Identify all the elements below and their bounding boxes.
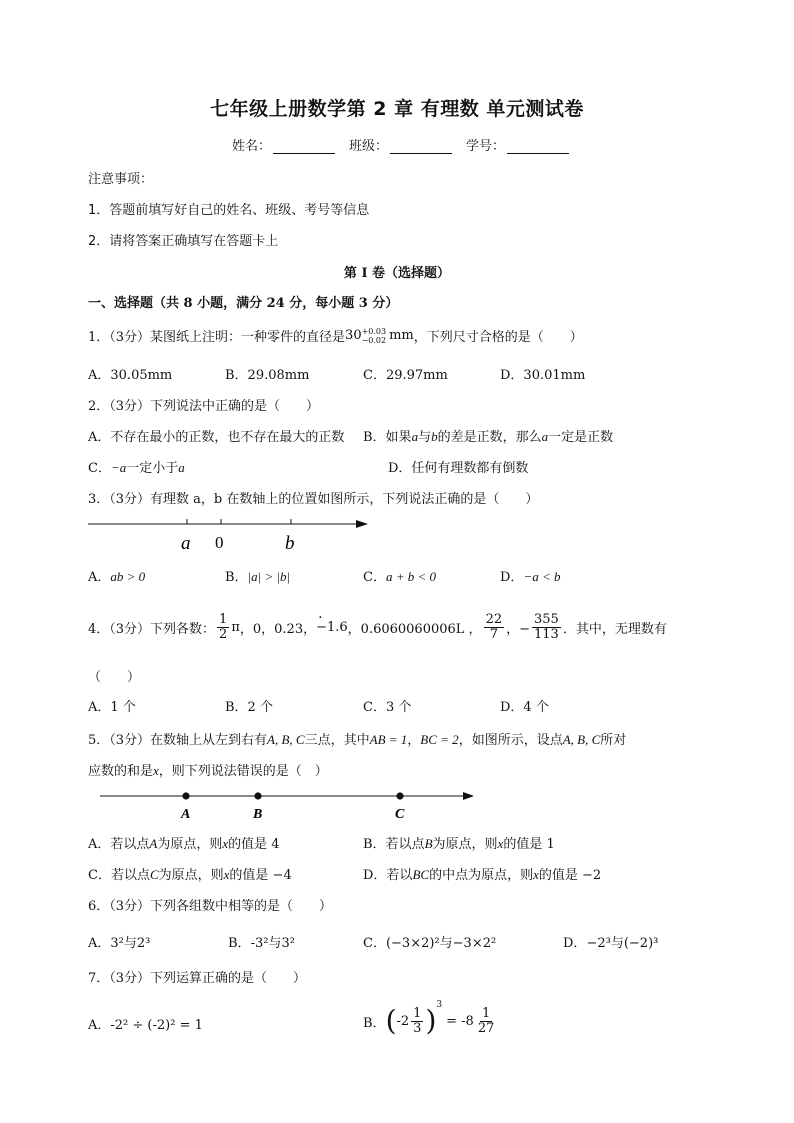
q5d-t1: D．若以: [363, 868, 413, 883]
q1-tolerance: [362, 327, 387, 345]
q5c-t2: 为原点，则: [158, 868, 224, 883]
q5-label-c: C: [395, 807, 405, 822]
q6d-expr1: −2³: [586, 936, 611, 951]
question-5-line-2: [88, 760, 328, 779]
q1-unit: mm: [389, 328, 414, 343]
q5-label-a: A: [181, 807, 191, 822]
q5c-point: C: [149, 867, 159, 882]
q5-point-c: [396, 792, 403, 799]
q1-base: 30: [345, 328, 362, 343]
q5-points: A, B, C: [267, 732, 305, 747]
q5-text-1: 5．（3分）在数轴上从左到右有: [88, 733, 268, 748]
q3-option-c[interactable]: [363, 566, 436, 585]
q2-option-b[interactable]: [363, 426, 613, 445]
q5-text-5: 应数的和是: [88, 764, 154, 779]
q5c-t3: 的值是 −4: [229, 868, 292, 883]
q2b-text-1: B．如果: [363, 430, 412, 445]
q5-point-b: [254, 792, 261, 799]
q2-option-d[interactable]: D．任何有理数都有倒数: [388, 461, 529, 476]
q1-lower: −0.02: [361, 335, 387, 345]
part-title: 一、选择题（共 8 小题，满分 24 分，每小题 3 分）: [88, 296, 399, 311]
q6b-sep: 与: [268, 936, 282, 951]
q6d-expr2: (−2)³: [623, 936, 659, 951]
q3a-expr: ab > 0: [110, 569, 146, 584]
page-title: 七年级上册数学第 2 章 有理数 单元测试卷: [210, 98, 584, 120]
q1-prefix: 1．（3分）某图纸上注明：一种零件的直径是: [88, 330, 346, 345]
q2c-text: 一定小于: [126, 461, 179, 476]
id-blank[interactable]: [507, 141, 569, 154]
q3-number-line: [88, 512, 378, 554]
q3a-label: A．: [88, 570, 111, 585]
q5-text-6: ，则下列说法错误的是（ ）: [158, 764, 328, 779]
q4-fraction-22-7: [484, 613, 505, 641]
q5a-t1: A．若以点: [88, 837, 150, 852]
q5-points-2: A, B, C: [562, 732, 601, 747]
note-item-1: 1．答题前填写好自己的姓名、班级、考号等信息: [88, 203, 370, 218]
name-label: 姓名：: [232, 139, 272, 154]
q4-repeating-decimal: −1.6 ·: [316, 620, 348, 635]
q6b-expr2: 3²: [281, 936, 295, 951]
q5-option-d[interactable]: [363, 864, 601, 883]
q5-label-b: B: [253, 807, 263, 822]
q2c-label: C．: [88, 461, 111, 476]
q5c-t1: C．若以点: [88, 868, 150, 883]
q6a-sep: 与: [123, 936, 137, 951]
q7b-rhs-den: 27: [477, 1020, 495, 1036]
q2-option-a[interactable]: A．不存在最小的正数，也不存在最大的正数: [88, 430, 345, 445]
q6d-sep: 与: [610, 936, 624, 951]
q7b-left-paren: (: [385, 1004, 397, 1037]
q1-option-c[interactable]: C．29.97mm: [363, 368, 448, 383]
note-item-2: 2．请将答案正确填写在答题卡上: [88, 234, 279, 249]
q2b-text-4: 一定是正数: [548, 430, 614, 445]
q6c-expr2: −3×2²: [452, 936, 497, 951]
q3-label-b: b: [285, 533, 295, 554]
q6a-expr2: 2³: [136, 936, 151, 951]
q7b-exponent: 3: [436, 1000, 443, 1010]
q6d-label: D．: [563, 936, 587, 951]
q5b-t2: 为原点，则: [432, 837, 498, 852]
q3b-label: B．: [225, 570, 248, 585]
q4-suffix: ．其中，无理数有: [562, 621, 667, 637]
q2c-var-a: a: [178, 460, 185, 475]
q4-frac3-den: 113: [534, 626, 559, 642]
q1-option-b[interactable]: B．29.08mm: [225, 368, 310, 383]
q4-option-d[interactable]: D．4 个: [500, 700, 549, 715]
q3c-label: C．: [363, 570, 386, 585]
question-6-stem: 6．（3分）下列各组数中相等的是（ ）: [88, 899, 333, 914]
question-3-stem: 3．（3分）有理数 a，b 在数轴上的位置如图所示，下列说法正确的是（ ）: [88, 492, 539, 507]
q1-suffix: ，下列尺寸合格的是（ ）: [413, 330, 583, 345]
q2b-var-b: b: [431, 429, 438, 444]
question-4-stem: [88, 606, 667, 648]
q6c-expr1: (−3×2)²: [385, 936, 440, 951]
q3d-expr: −a < b: [523, 569, 561, 584]
q5d-t3: 的值是 −2: [538, 868, 602, 883]
class-label: 班级：: [349, 139, 389, 154]
q4-frac3-num: 355: [534, 611, 559, 627]
q3-axis-arrow: [356, 520, 368, 528]
q7b-rhs-fraction: [476, 1007, 497, 1035]
q5d-seg: BC: [412, 867, 430, 882]
q5a-x: x: [222, 836, 229, 851]
q5d-t2: 的中点为原点，则: [429, 868, 534, 883]
q6a-expr1: 3²: [110, 936, 124, 951]
question-1-stem: [88, 326, 583, 345]
q2-option-c[interactable]: [88, 457, 185, 476]
notes-heading: 注意事项：: [88, 172, 154, 187]
q4-minus: ，−: [506, 621, 531, 637]
q5-bc: BC = 2: [420, 732, 459, 747]
q2c-neg-a: −a: [110, 460, 127, 475]
q4-option-c[interactable]: C．3 个: [363, 700, 412, 715]
q3d-label: D．: [500, 570, 524, 585]
q6-option-a[interactable]: [88, 932, 150, 951]
q2b-text-2: 与: [418, 430, 432, 445]
q6c-sep: 与: [439, 936, 453, 951]
q4-fraction-355-113: [532, 613, 561, 641]
q3-label-a: a: [181, 533, 191, 554]
q7b-rhs-num: 1: [481, 1005, 491, 1021]
question-2-stem: 2．（3分）下列说法中正确的是（ ）: [88, 399, 320, 414]
q5d-x: x: [533, 867, 539, 882]
q5a-point: A: [149, 836, 158, 851]
q5-option-a[interactable]: [88, 833, 280, 852]
q4-part2: ，0，0.23，: [239, 621, 317, 637]
question-7-stem: 7．（3分）下列运算正确的是（ ）: [88, 971, 307, 986]
q3c-expr: a + b < 0: [385, 569, 436, 584]
q7b-lhs: -2: [396, 1013, 410, 1029]
q4-prefix: 4．（3分）下列各数：: [88, 621, 216, 637]
q5-option-b[interactable]: [363, 833, 555, 852]
q1-upper: +0.03: [361, 326, 387, 336]
q7b-fraction: [411, 1007, 423, 1035]
q6-option-b[interactable]: [228, 932, 295, 951]
q5a-t2: 为原点，则: [157, 837, 223, 852]
q7b-right-paren: ): [425, 1004, 437, 1037]
q3-option-b[interactable]: [225, 566, 290, 585]
q3-label-0: 0: [215, 533, 224, 552]
question-5-line-1: [88, 729, 626, 748]
q4-frac1-num: 1: [219, 611, 228, 627]
q2b-var-a: a: [411, 429, 419, 444]
q5-var-x: x: [153, 763, 159, 778]
q5b-t1: B．若以点: [363, 837, 425, 852]
q4-frac1-den: 2: [219, 626, 228, 642]
q5-text-2: 三点，其中: [304, 733, 370, 748]
q5-text-3: ，如图所示，设点: [458, 733, 563, 748]
q6-option-d[interactable]: [563, 932, 658, 951]
q4-option-a[interactable]: A．1 个: [88, 700, 136, 715]
q5-axis-arrow: [463, 792, 474, 800]
q7-option-b[interactable]: [363, 998, 498, 1044]
q3-option-a[interactable]: [88, 566, 145, 585]
q5-option-c[interactable]: [88, 864, 292, 883]
q6b-expr1: -3²: [250, 936, 269, 951]
q6b-label: B．: [228, 936, 251, 951]
q6-option-c[interactable]: [363, 932, 496, 951]
id-label: 学号：: [466, 139, 506, 154]
q7a-label: A．: [88, 1018, 111, 1033]
q7b-label: B．: [363, 1015, 386, 1031]
q4-pi: π: [231, 619, 240, 635]
q5c-x: x: [223, 867, 230, 882]
q5-comma: ，: [407, 733, 421, 748]
q7-option-a[interactable]: [88, 1014, 203, 1033]
q4-answer-paren: （ ）: [88, 670, 141, 685]
q4-option-b[interactable]: B．2 个: [225, 700, 273, 715]
student-info-line: [232, 135, 583, 154]
q7b-frac-num: 1: [413, 1005, 422, 1021]
q7a-expr: -2² ÷ (-2)² = 1: [110, 1018, 203, 1033]
section-title: 第 I 卷（选择题）: [343, 266, 451, 281]
q5b-x: x: [497, 836, 504, 851]
q5a-t3: 的值是 4: [228, 837, 280, 852]
q6c-label: C．: [363, 936, 386, 951]
q5b-point: B: [424, 836, 433, 851]
q4-frac2-num: 22: [485, 611, 503, 627]
q4-fraction-half: [217, 613, 229, 641]
q2b-var-a2: a: [541, 429, 549, 444]
q5-point-a: [182, 792, 189, 799]
q4-frac2-den: 7: [489, 626, 498, 642]
q6a-label: A．: [88, 936, 111, 951]
q3-option-d[interactable]: [500, 566, 560, 585]
q7b-frac-den: 3: [413, 1020, 422, 1036]
class-blank[interactable]: [390, 141, 452, 154]
name-blank[interactable]: [273, 141, 335, 154]
q2b-text-3: 的差是正数，那么: [437, 430, 542, 445]
q1-option-a[interactable]: A．30.05mm: [88, 368, 173, 383]
q1-option-d[interactable]: D．30.01mm: [500, 368, 586, 383]
q7b-rhs: = -8: [446, 1013, 474, 1029]
q4-part3: ，0.6060060006L ，: [347, 621, 482, 637]
q5-ab: AB = 1: [369, 732, 408, 747]
q5b-t3: 的值是 1: [503, 837, 555, 852]
q5-number-line: [100, 786, 480, 822]
q5-text-4: 所对: [600, 733, 627, 748]
q3b-expr: |a| > |b|: [247, 569, 291, 584]
